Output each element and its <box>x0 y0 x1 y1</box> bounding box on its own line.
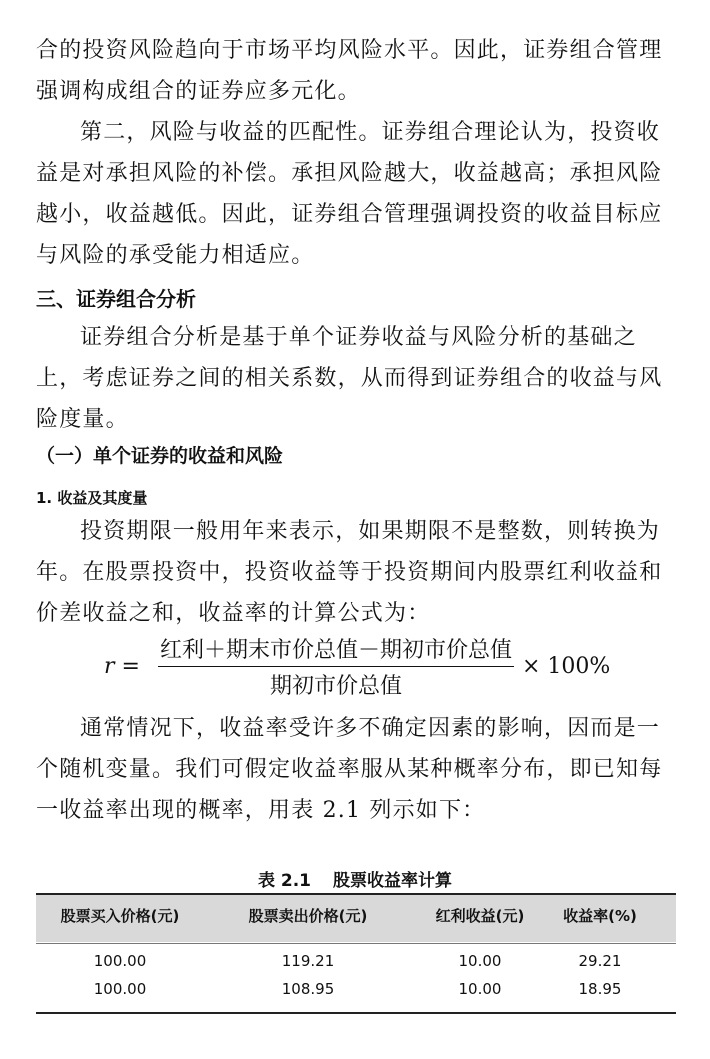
table-cell: 10.00 <box>458 952 502 970</box>
column-header-return-rate: 收益率(%) <box>563 907 637 925</box>
table-cell: 10.00 <box>458 980 502 998</box>
table-caption <box>0 866 710 891</box>
table-cell: 18.95 <box>578 980 622 998</box>
table-top-rule <box>36 893 676 895</box>
paragraph-risk-return-match: 第二，风险与收益的匹配性。证券组合理论认为，投资收益是对承担风险的补偿。承担风险越大，收益越高；承担风险越小，收益越低。因此，证券组合管理强调投资的收益目标应与风险的承受能力相适应。 <box>36 120 663 268</box>
column-header-dividend: 红利收益(元) <box>435 907 525 925</box>
paragraph-random-variable: 通常情况下，收益率受许多不确定因素的影响，因而是一个随机变量。我们可假定收益率服从某种概率分布，即已知每一收益率出现的概率，用表 2.1 列示如下： <box>36 716 663 823</box>
column-header-sell-price: 股票卖出价格(元) <box>248 907 368 925</box>
subsection-heading: （一）单个证券的收益和风险 <box>36 445 284 467</box>
section-heading: 三、证券组合分析 <box>36 287 196 311</box>
table-bottom-rule <box>36 1012 676 1014</box>
table-cell: 108.95 <box>281 980 335 998</box>
column-header-buy-price: 股票买入价格(元) <box>60 907 180 925</box>
return-rate-formula <box>104 636 611 699</box>
table-cell: 100.00 <box>93 952 147 970</box>
table-cell: 29.21 <box>578 952 622 970</box>
paragraph-diversification: 合的投资风险趋向于市场平均风险水平。因此，证券组合管理强调构成组合的证券应多元化。 <box>36 38 663 104</box>
formula-multiplier: × 100% <box>521 653 611 679</box>
table-caption-title: 股票收益率计算 <box>333 871 453 891</box>
paragraph-investment-period: 投资期限一般用年来表示，如果期限不是整数，则转换为年。在股票投资中，投资收益等于投资期间内股票红利收益和价差收益之和，收益率的计算公式为： <box>36 519 663 626</box>
table-header-rule <box>36 943 676 944</box>
formula-numerator: 红利＋期末市价总值－期初市价总值 <box>158 633 514 667</box>
paragraph-portfolio-analysis: 证券组合分析是基于单个证券收益与风险分析的基础之上，考虑证券之间的相关系数，从而得到证券组合的收益与风险度量。 <box>36 325 663 432</box>
table-cell: 100.00 <box>93 980 147 998</box>
table-caption-number: 表 2.1 <box>257 871 312 891</box>
formula-fraction <box>158 633 514 700</box>
formula-denominator: 期初市价总值 <box>269 673 402 699</box>
table-cell: 119.21 <box>281 952 335 970</box>
formula-lhs: r = <box>104 653 140 679</box>
subsubsection-heading: 1. 收益及其度量 <box>36 489 148 507</box>
